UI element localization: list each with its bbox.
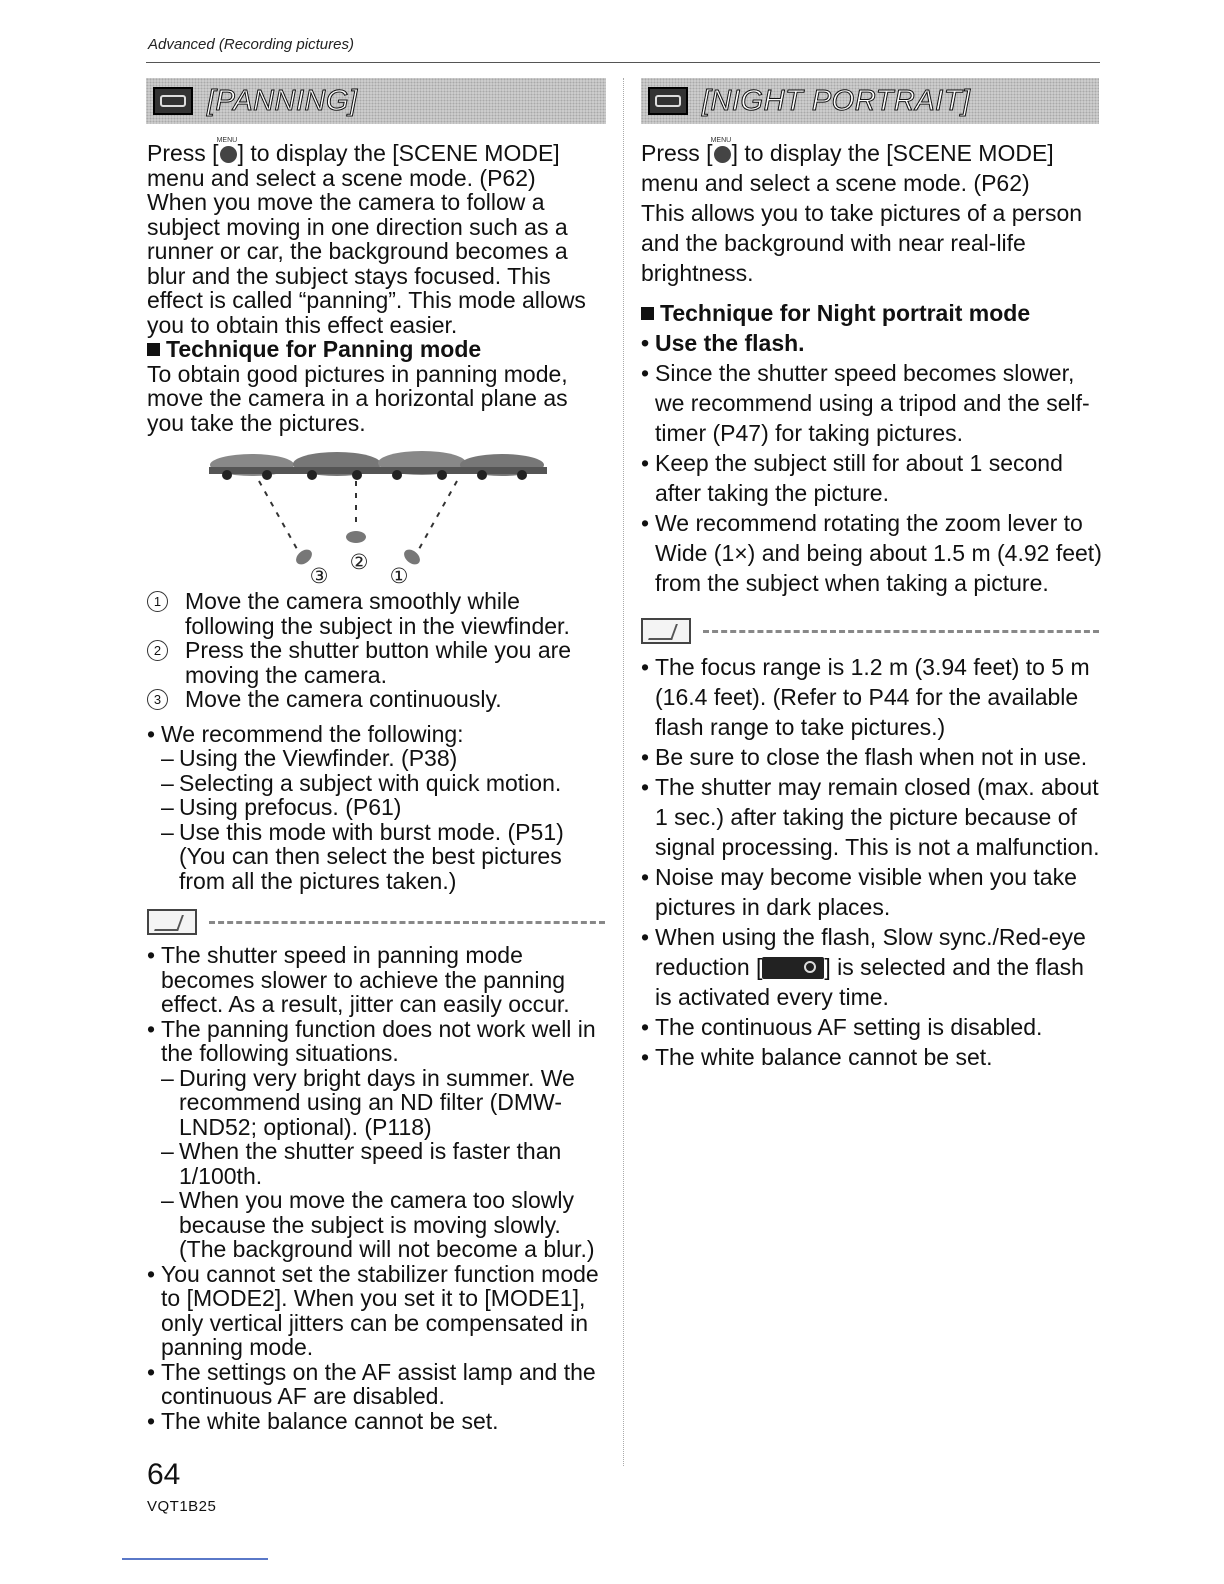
illustration-label-2: ② (349, 550, 369, 574)
note-item: • The settings on the AF assist lamp and the continuous AF are disabled. (147, 1360, 609, 1409)
square-bullet-icon (147, 343, 160, 356)
panning-title: [PANNING] (207, 84, 358, 117)
panning-intro: When you move the camera to follow a subject moving in one direction such as a runner or car, the background becomes a blur and the subject stays focused. This effect is called “panning”. This mode allows you to obtain this effect easier. (147, 189, 586, 338)
panning-notes (147, 943, 609, 1433)
panning-press-instruction: Press [MENU ] to display the [SCENE MODE] menu and select a scene mode. (P62) (147, 141, 609, 190)
panning-note-divider (147, 907, 609, 937)
note-item: • When using the flash, Slow sync./Red-eye reduction [ ] is selected and the flash is activated every time. (641, 922, 1103, 1012)
recommend-subitem: – Using the Viewfinder. (P38) (161, 746, 609, 771)
technique-item: • Since the shutter speed becomes slower, we recommend using a tripod and the self-timer (P47) for taking pictures. (641, 358, 1103, 448)
note-item: • Be sure to close the flash when not in use. (641, 742, 1103, 772)
note-item: • The panning function does not work well in the following situations. – During very bright days in summer. We recommend using an ND filter (DMW-LND52; optional). (P118) – When the shutter speed is faster than 1/100th. – When you move the camera too slowly because the subject is moving slowly. (The background will not become a blur.) (147, 1017, 609, 1262)
panning-steps (147, 589, 609, 712)
night-intro: This allows you to take pictures of a person and the background with near real-life brightness. (641, 200, 1083, 286)
panning-technique-text: To obtain good pictures in panning mode, move the camera in a horizontal plane as you take the pictures. (147, 360, 568, 436)
recommend-subitem: – Use this mode with burst mode. (P51) (You can then select the best pictures from all the pictures taken.) (161, 820, 609, 894)
note-item: • The focus range is 1.2 m (3.94 feet) to 5 m (16.4 feet). (Refer to P44 for the available flash range to take pictures.) (641, 652, 1103, 742)
recommend-subitem: – Using prefocus. (P61) (161, 795, 609, 820)
menu-set-button-icon (220, 146, 237, 163)
panning-column (147, 141, 609, 1433)
slow-sync-red-eye-icon (762, 957, 824, 979)
column-divider (623, 78, 624, 1466)
step-2: 2 Press the shutter button while you are moving the camera. (147, 638, 609, 687)
night-portrait-column (641, 138, 1103, 1072)
square-bullet-icon (641, 307, 654, 320)
night-portrait-title-bar (641, 78, 1099, 124)
panning-scene-icon (153, 87, 193, 115)
situation-item: – When the shutter speed is faster than 1/100th. (161, 1139, 609, 1188)
night-notes (641, 652, 1103, 1072)
moving-cars-strip (209, 451, 547, 480)
recommend-subitem: – Selecting a subject with quick motion. (161, 771, 609, 796)
night-technique-list (641, 328, 1103, 598)
technique-item: • We recommend rotating the zoom lever to Wide (1×) and being about 1.5 m (4.92 feet) from the subject when taking a picture. (641, 508, 1103, 598)
night-technique-heading: Technique for Night portrait mode (641, 298, 1103, 328)
situations-list (161, 1066, 609, 1262)
technique-sub: • Use the flash. (641, 328, 1103, 358)
note-icon (147, 909, 197, 935)
note-item: • The shutter may remain closed (max. about 1 sec.) after taking the picture because of signal processing. This is not a malfunction. (641, 772, 1103, 862)
panning-technique-heading: Technique for Panning mode (147, 337, 609, 362)
note-item: • The shutter speed in panning mode becomes slower to achieve the panning effect. As a result, jitter can easily occur. (147, 943, 609, 1017)
note-item: • The white balance cannot be set. (641, 1042, 1103, 1072)
step-1: 1 Move the camera smoothly while following the subject in the viewfinder. (147, 589, 609, 638)
note-item: • Noise may become visible when you take pictures in dark places. (641, 862, 1103, 922)
night-portrait-title: [NIGHT PORTRAIT] (702, 84, 971, 117)
page-number: 64 (147, 1458, 181, 1491)
sight-line-left (259, 481, 297, 549)
camera-position-2-icon (346, 531, 366, 543)
panning-title-bar (146, 78, 606, 124)
recommend-list (147, 722, 609, 894)
illustration-label-1: ① (389, 564, 409, 585)
technique-item: • Keep the subject still for about 1 second after taking the picture. (641, 448, 1103, 508)
bottom-line (122, 1558, 268, 1560)
night-portrait-scene-icon (648, 87, 688, 115)
night-note-divider (641, 616, 1103, 646)
recommend-item: • We recommend the following: – Using the Viewfinder. (P38) – Selecting a subject with quick motion. – Using prefocus. (P61) – Use this mode with burst mode. (P51) (You can then select the best pictures from all the pictures taken.) (147, 722, 609, 894)
note-item: • You cannot set the stabilizer function mode to [MODE2]. When you set it to [MODE1], only vertical jitters can be compensated in panning mode. (147, 1262, 609, 1360)
note-item: • The white balance cannot be set. (147, 1409, 609, 1434)
document-code: VQT1B25 (147, 1498, 217, 1515)
panning-illustration (147, 445, 607, 585)
step-3: 3 Move the camera continuously. (147, 687, 609, 712)
note-icon (641, 618, 691, 644)
illustration-label-3: ③ (309, 564, 329, 585)
situation-item: – When you move the camera too slowly because the subject is moving slowly. (The background will not become a blur.) (161, 1188, 609, 1262)
recommend-sublist (161, 746, 609, 893)
night-press-instruction: Press [MENU ] to display the [SCENE MODE] menu and select a scene mode. (P62) (641, 138, 1103, 198)
note-item: • The continuous AF setting is disabled. (641, 1012, 1103, 1042)
section-header: Advanced (Recording pictures) (148, 36, 354, 53)
menu-set-button-icon (714, 146, 731, 163)
sight-line-right (419, 481, 457, 549)
header-rule (146, 62, 1100, 63)
situation-item: – During very bright days in summer. We recommend using an ND filter (DMW-LND52; optional). (P118) (161, 1066, 609, 1140)
